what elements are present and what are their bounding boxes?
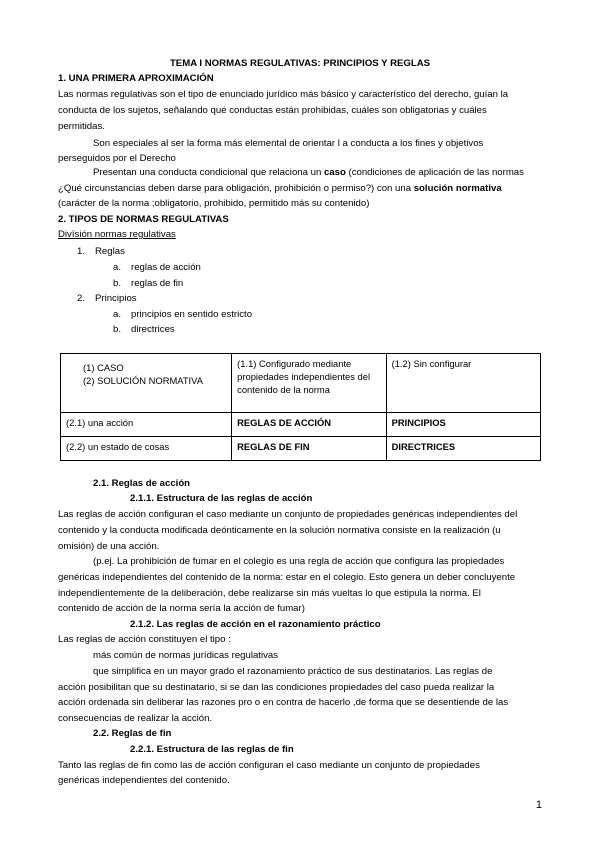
table-cell: (2.1) una acción xyxy=(61,413,232,437)
s22-paragraph-1-line-1: Tanto las reglas de fin como las de acción configuran el caso mediante un conjunto de propiedades xyxy=(58,760,480,771)
sublist-item-num: b. xyxy=(113,324,122,335)
classification-table xyxy=(60,353,541,461)
s21-paragraph-2-line-3: independientemente de la deliberación, debe realizarse sin más vueltas lo que estipula la norma. El xyxy=(58,588,481,599)
table-row xyxy=(61,437,541,461)
page-number: 1 xyxy=(535,799,542,811)
s1-paragraph-1-line-2: conducta de los sujetos, señalando qué conductas están prohibidas, cuáles son obligatorias y cuáles xyxy=(58,105,487,116)
section-2-2-1-heading: 2.2.1. Estructura de las reglas de fin xyxy=(130,744,294,755)
sublist-item-directrices: directrices xyxy=(131,324,175,335)
document-title: TEMA I NORMAS REGULATIVAS: PRINCIPIOS Y REGLAS xyxy=(169,58,431,69)
s21-paragraph-2-line-2: genéricas independientes del contenido de la norma: estar en el colegio. Esto genera un deber concluyente xyxy=(58,572,516,583)
s21-paragraph-6-line-1: acción posibilitan que su destinatario, si se dan las condiciones propiedades del caso pueda realizar la xyxy=(58,682,495,693)
sublist-item-reglas-de-fin: reglas de fin xyxy=(131,278,184,289)
s1-paragraph-2-line-1: Son especiales al ser la forma más elemental de orientar l a conducta a los fines y objetivos xyxy=(93,138,484,149)
s21-paragraph-1-line-3: omisión) de una acción. xyxy=(58,541,160,552)
s1-paragraph-3-line-1: Presentan una conducta condicional que relaciona un caso (condiciones de aplicación de las normas xyxy=(93,167,524,178)
s1-paragraph-3-line-3: (carácter de la norma ;obligatorio, prohibido, permitido más su contenido) xyxy=(58,198,370,209)
table-cell: (1.1) Configurado mediante propiedades independientes del contenido de la norma xyxy=(232,354,386,413)
table-cell xyxy=(61,354,232,413)
s21-paragraph-3: Las reglas de acción constituyen el tipo : xyxy=(58,634,231,645)
sublist-item-num: b. xyxy=(113,278,122,289)
list-item-num: 1. xyxy=(77,246,86,257)
section-2-1-2-heading: 2.1.2. Las reglas de acción en el razonamiento práctico xyxy=(130,619,381,630)
s21-paragraph-4: más común de normas jurídicas regulativas xyxy=(93,650,279,661)
sublist-item-principios-sentido-estricto: principios en sentido estricto xyxy=(131,309,253,320)
table-cell: REGLAS DE ACCIÓN xyxy=(232,413,386,437)
s1-paragraph-1-line-1: Las normas regulativas son el tipo de enunciado jurídico más básico y característico del derecho, guían la xyxy=(58,89,509,100)
list-item-principios: Principios xyxy=(95,293,137,304)
sublist-item-reglas-de-accion: reglas de acción xyxy=(131,262,201,273)
s1-paragraph-2-line-2: perseguidos por el Derecho xyxy=(58,153,176,164)
table-cell: DIRECTRICES xyxy=(386,437,540,461)
section-1-heading: 1. UNA PRIMERA APROXIMACIÓN xyxy=(58,73,214,84)
s21-paragraph-2-line-4: contenido de acción de la norma sería la acción de fumar) xyxy=(58,603,305,614)
section-2-subtitle: Divïsión normas regulativas xyxy=(58,229,176,240)
s21-paragraph-6-line-3: consecuencias de realizar la acción. xyxy=(58,713,213,724)
table-cell: PRINCIPIOS xyxy=(386,413,540,437)
table-cell-text: (1) CASO xyxy=(83,362,124,373)
list-item-reglas: Reglas xyxy=(95,246,125,257)
sublist-item-num: a. xyxy=(113,262,122,273)
table-cell: REGLAS DE FIN xyxy=(232,437,386,461)
s21-paragraph-6-line-2: acción ordenada sin deliberar las razones pro o en contra de hacerlo ,de forma que se desentiende de las xyxy=(58,697,509,708)
s21-paragraph-1-line-2: contenido y la conducta modificada deónticamente en la solución normativa consiste en la realización (u xyxy=(58,525,501,536)
list-item-num: 2. xyxy=(77,293,86,304)
table-cell: (2.2) un estado de cosas xyxy=(61,437,232,461)
table-row xyxy=(61,413,541,437)
s1-paragraph-1-line-3: permitidas. xyxy=(58,121,105,132)
s21-paragraph-2-line-1: (p.ej. La prohibición de fumar en el colegio es una regla de acción que configura las propiedades xyxy=(93,556,505,567)
section-2-2-heading: 2.2. Reglas de fin xyxy=(93,728,172,739)
s21-paragraph-1-line-1: Las reglas de acción configuran el caso mediante un conjunto de propiedades genéricas independientes del xyxy=(58,509,518,520)
s21-paragraph-5: que simplifica en un mayor grado el razonamiento práctico de sus destinatarios. Las reglas de xyxy=(93,666,493,677)
table-cell-text: (2) SOLUCIÓN NORMATIVA xyxy=(83,374,203,386)
sublist-item-num: a. xyxy=(113,309,122,320)
table-row xyxy=(61,354,541,413)
s1-paragraph-3-line-2: ¿Qué circunstancias deben darse para obligación, prohibición o permiso?) con una solución normativa xyxy=(58,183,502,194)
s22-paragraph-1-line-2: genéricas independientes del contenido. xyxy=(58,775,230,786)
section-2-1-heading: 2.1. Reglas de acción xyxy=(93,478,191,489)
section-2-1-1-heading: 2.1.1. Estructura de las reglas de acción xyxy=(130,493,313,504)
table-cell: (1.2) Sin configurar xyxy=(386,354,540,413)
section-2-heading: 2. TIPOS DE NORMAS REGULATIVAS xyxy=(58,214,229,225)
